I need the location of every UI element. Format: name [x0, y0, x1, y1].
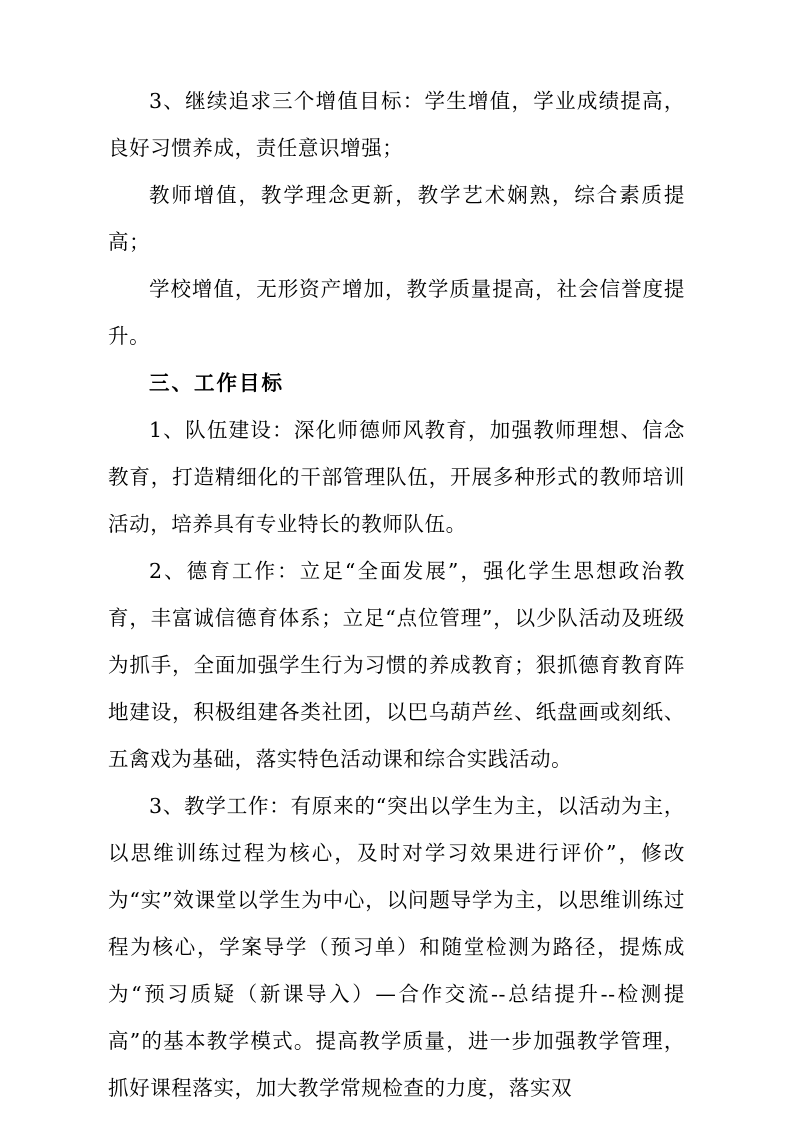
- document-body: [108, 78, 685, 1112]
- paragraph-teaching-work: 3、教学工作：有原来的“突出以学生为主，以活动为主，以思维训练过程为核心，及时对学习效果进行评价”，修改为“实”效课堂以学生为中心，以问题导学为主，以思维训练过程为核心，学案导学（预习单）和随堂检测为路径，提炼成为“预习质疑（新课导入）—合作交流--总结提升--检测提高”的基本教学模式。提高教学质量，进一步加强教学管理，抓好课程落实，加大教学常规检查的力度，落实双: [108, 794, 685, 1100]
- paragraph-moral-education: 2、德育工作：立足“全面发展”，强化学生思想政治教育，丰富诚信德育体系；立足“点位管理”，以少队活动及班级为抓手，全面加强学生行为习惯的养成教育；狠抓德育教育阵地建设，积极组建各类社团，以巴乌葫芦丝、纸盘画或刻纸、五禽戏为基础，落实特色活动课和综合实践活动。: [108, 559, 685, 771]
- paragraph-team-building: 1、队伍建设：深化师德师风教育，加强教师理想、信念教育，打造精细化的干部管理队伍，开展多种形式的教师培训活动，培养具有专业特长的教师队伍。: [108, 418, 685, 536]
- section-heading-work-goals: 三、工作目标: [149, 371, 284, 395]
- paragraph-school-value: 学校增值，无形资产增加，教学质量提高，社会信誉度提升。: [108, 277, 685, 348]
- paragraph-goal-three: 3、继续追求三个增值目标：学生增值，学业成绩提高，良好习惯养成，责任意识增强；: [108, 89, 685, 160]
- paragraph-teacher-value: 教师增值，教学理念更新，教学艺术娴熟，综合素质提高；: [108, 183, 685, 254]
